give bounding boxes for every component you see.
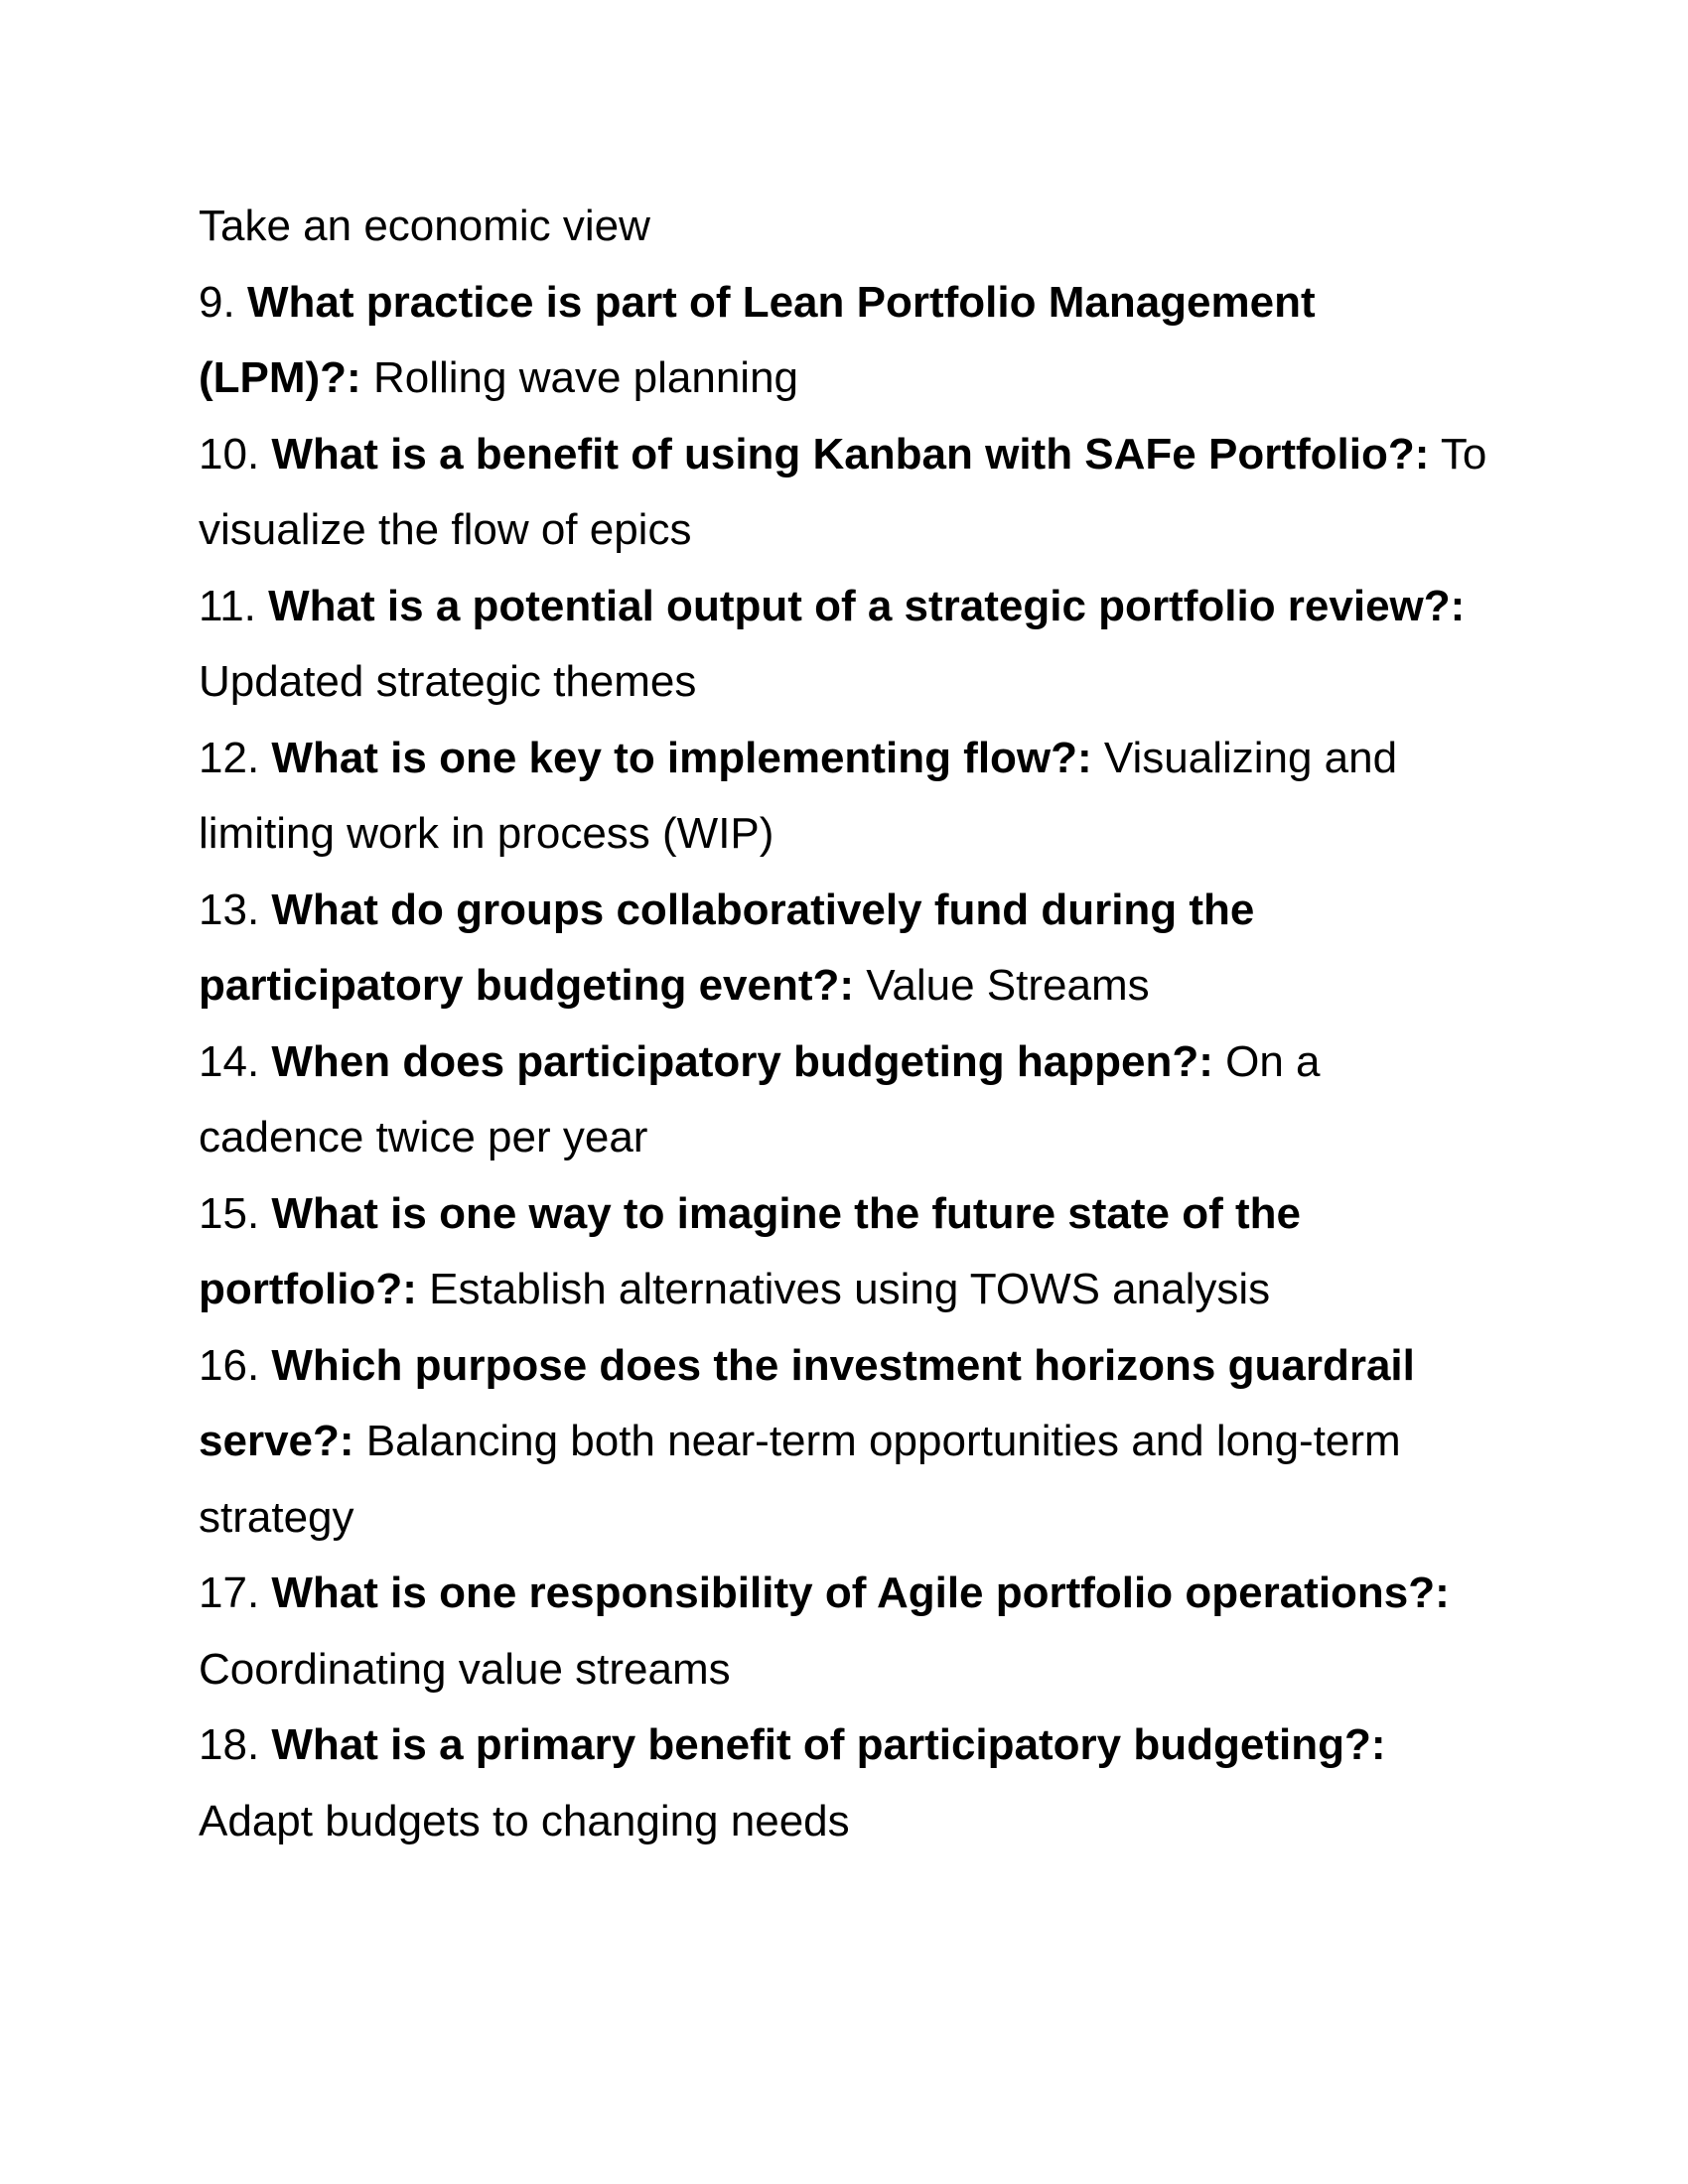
qa-item-14	[199, 1024, 1489, 1176]
intro-line	[199, 189, 1489, 265]
question-text: What is a primary benefit of participatory budgeting?:	[271, 1720, 1386, 1769]
answer-text: To visualize the flow of epics	[199, 429, 1487, 554]
item-number: 12.	[199, 733, 260, 782]
qa-item-15	[199, 1176, 1489, 1328]
intro-text: Take an economic view	[199, 202, 650, 250]
qa-item-9	[199, 265, 1489, 417]
item-number: 13.	[199, 885, 260, 934]
question-text: Which purpose does the investment horizons guardrail serve?:	[199, 1340, 1415, 1465]
question-text: What is one responsibility of Agile portfolio operations?:	[271, 1569, 1450, 1617]
item-number: 11.	[199, 581, 256, 630]
question-text: When does participatory budgeting happen?:	[271, 1036, 1213, 1086]
answer-text: On a cadence twice per year	[199, 1036, 1321, 1161]
document-body	[199, 189, 1489, 1859]
qa-item-13	[199, 873, 1489, 1024]
qa-item-16	[199, 1328, 1489, 1557]
answer-text: Establish alternatives using TOWS analysis	[429, 1265, 1271, 1313]
qa-item-11	[199, 569, 1489, 721]
item-number: 14.	[199, 1036, 260, 1086]
question-text: What is one way to imagine the future state of the portfolio?:	[199, 1188, 1301, 1313]
answer-text: Updated strategic themes	[199, 657, 697, 706]
item-number: 10.	[199, 429, 260, 478]
qa-item-18	[199, 1707, 1489, 1859]
item-number: 17.	[199, 1569, 260, 1617]
answer-text: Adapt budgets to changing needs	[199, 1796, 850, 1845]
qa-item-12	[199, 721, 1489, 873]
answer-text: Value Streams	[866, 961, 1150, 1010]
item-number: 18.	[199, 1720, 260, 1769]
qa-item-17	[199, 1556, 1489, 1707]
item-number: 15.	[199, 1188, 260, 1238]
question-text: What is a benefit of using Kanban with SAFe Portfolio?:	[271, 429, 1430, 478]
question-text: What practice is part of Lean Portfolio Management (LPM)?:	[199, 277, 1316, 402]
question-text: What is one key to implementing flow?:	[271, 733, 1092, 782]
question-text: What do groups collaboratively fund during the participatory budgeting event?:	[199, 885, 1255, 1010]
answer-text: Coordinating value streams	[199, 1644, 731, 1694]
answer-text: Rolling wave planning	[372, 353, 799, 402]
item-number: 16.	[199, 1340, 260, 1390]
answer-text: Balancing both near-term opportunities and long-term strategy	[199, 1417, 1401, 1542]
question-text: What is a potential output of a strategic portfolio review?:	[268, 581, 1466, 630]
qa-item-10	[199, 417, 1489, 569]
answer-text: Visualizing and limiting work in process (WIP)	[199, 733, 1398, 858]
item-number: 9.	[199, 277, 235, 327]
